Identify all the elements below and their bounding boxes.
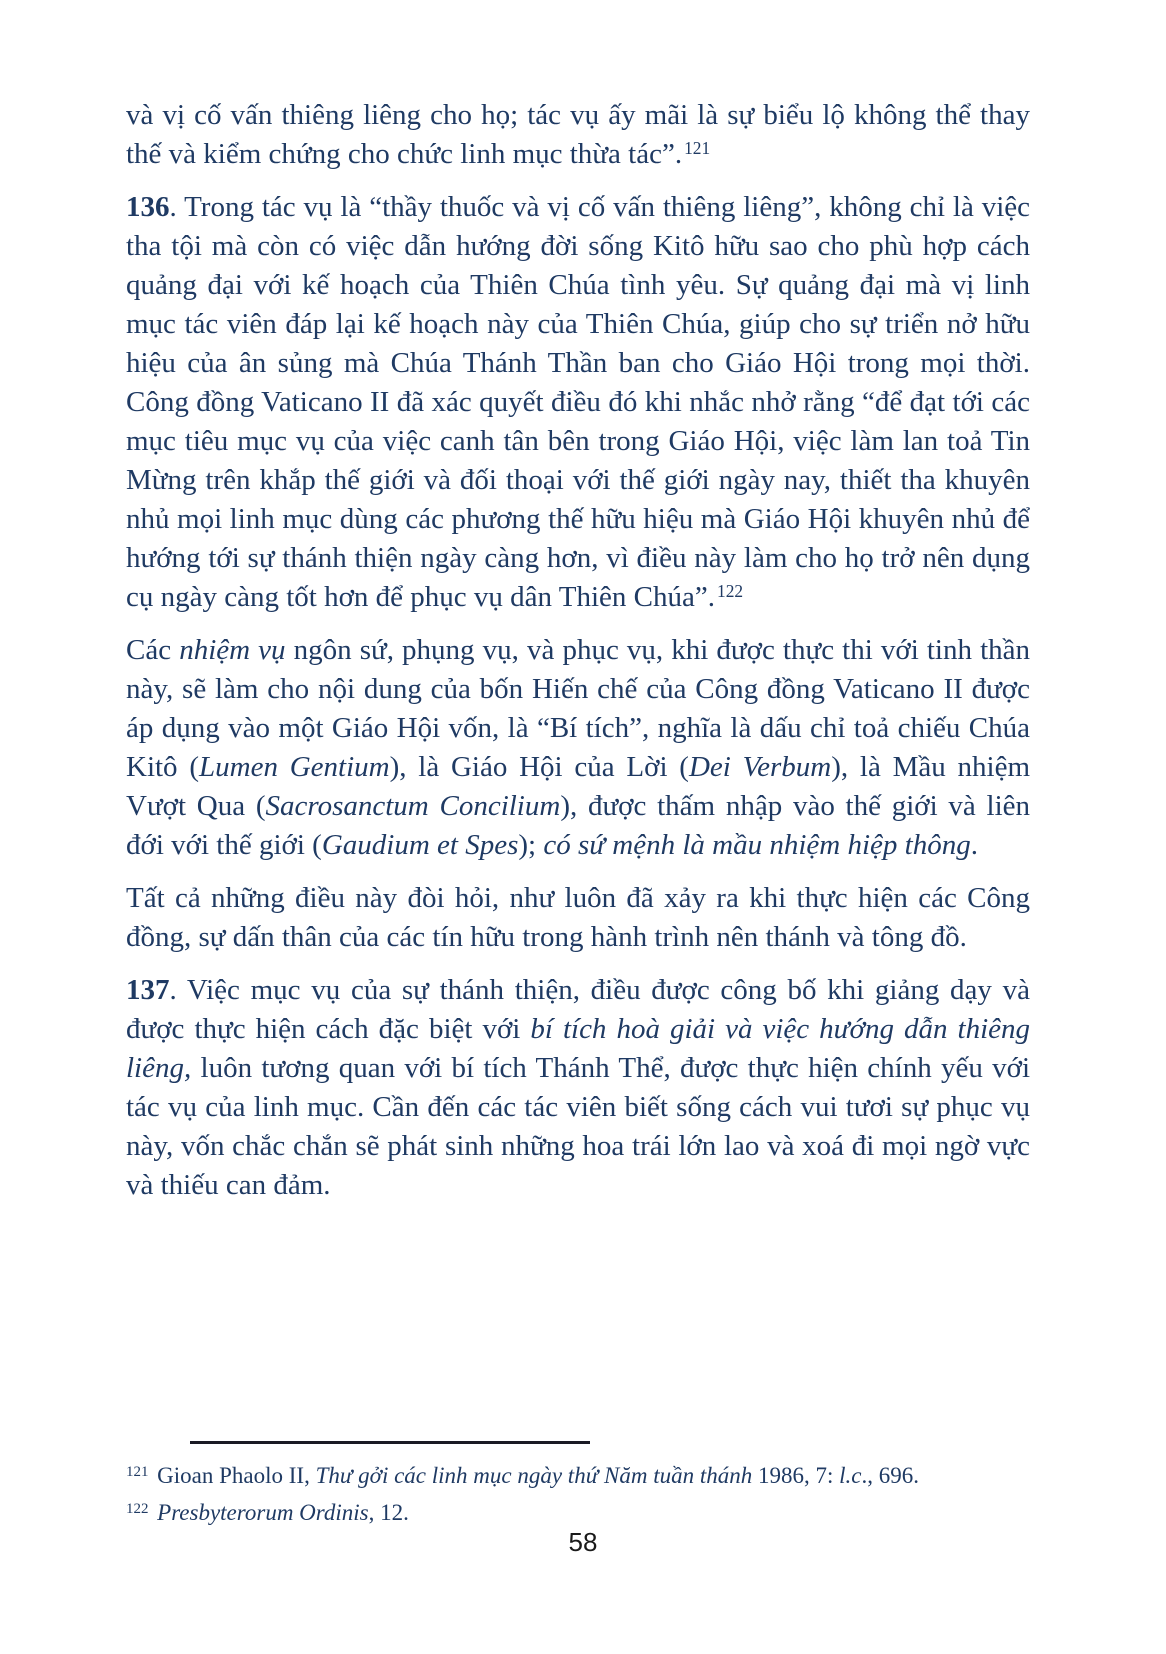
text-segment: ), được thấm nhập vào thế giới và liên đới với thế giới ( [126,790,1030,861]
text-segment: nhiệm vụ [179,634,286,666]
text-segment: ), là Giáo Hội của Lời ( [389,751,689,783]
text-segment: có sứ mệnh là mầu nhiệm hiệp thông [543,829,971,861]
footnote-reference: 122 [126,1501,149,1518]
footnote-reference: 121 [684,137,711,158]
paragraph-136 [126,188,1030,617]
footnote-122 [126,1494,1030,1531]
paragraph-tat-ca [126,879,1030,957]
footnote-area [126,1441,1030,1531]
text-segment: luôn tương quan với bí tích Thánh Thể, được thực hiện chính yếu với tác vụ của linh mục. Cần đến các tác viên biết sống cách vui tươi sự phục vụ này, vốn chắc chắn sẽ phát sinh những hoa trái lớn lao và xoá đi mọi ngờ vực và thiếu can đảm. [126,1052,1030,1201]
text-segment: ., 696. [861,1463,919,1488]
text-segment: Dei Verbum [688,751,832,783]
text-segment: , 12. [368,1500,409,1525]
text-segment: ngôn sứ, phụng vụ, và phục vụ, khi được thực thi với tinh thần này, sẽ làm cho nội dung của bốn Hiến chế của Công đồng Vaticano II được áp dụng vào một Giáo Hội vốn, là “Bí tích”, nghĩa là dấu chỉ toả chiếu Chúa Kitô ( [126,634,1030,783]
footnote-reference: 121 [126,1464,149,1481]
paragraph-137 [126,971,1030,1205]
text-segment: Tất cả những điều này đòi hỏi, như luôn đã xảy ra khi thực hiện các Công đồng, sự dấn thân của các tín hữu trong hành trình nên thánh và tông đồ. [126,882,1030,953]
text-segment: Presbyterorum Ordinis [157,1500,369,1525]
text-segment: . Trong tác vụ là “thầy thuốc và vị cố vấn thiêng liêng”, không chỉ là việc tha tội mà còn có việc dẫn hướng đời sống Kitô hữu sao cho phù hợp cách quảng đại với kế hoạch của Thiên Chúa tình yêu. Sự quảng đại mà vị linh mục tác viên đáp lại kế hoạch này của Thiên Chúa, giúp cho sự triển nở hữu hiệu của ân sủng mà Chúa Thánh Thần ban cho Giáo Hội trong mọi thời. Công đồng Vaticano II đã xác quyết điều đó khi nhắc nhở rằng “để đạt tới các mục tiêu mục vụ của việc canh tân bên trong Giáo Hội, việc làm lan toả Tin Mừng trên khắp thế giới và đối thoại với thế giới ngày nay, thiết tha khuyên nhủ mọi linh mục dùng các phương thế hữu hiệu mà Giáo Hội khuyên nhủ để hướng tới sự thánh thiện ngày càng hơn, vì điều này làm cho họ trở nên dụng cụ ngày càng tốt hơn để phục vụ dân Thiên Chúa”. [126,191,1030,613]
page-number: 58 [568,1527,598,1557]
text-segment: Lumen Gentium [199,751,390,783]
text-segment: 137 [126,974,170,1006]
text-segment: bí tích hoà giải và việc hướng dẫn thiêng liêng, [126,1013,1030,1084]
text-segment: . Việc mục vụ của sự thánh thiện, điều được công bố khi giảng dạy và được thực hiện cách đặc biệt với [126,974,1030,1045]
text-segment: Thư gởi các linh mục ngày thứ Năm tuần thánh [315,1463,753,1488]
text-segment: ); [518,829,544,861]
text-segment: Gaudium et Spes [321,829,519,861]
footnote-121 [126,1457,1030,1494]
text-segment: l.c [839,1463,862,1488]
text-segment: Các [126,634,180,666]
text-segment: Sacrosanctum Concilium [265,790,561,822]
text-segment: Gioan Phaolo II, [151,1463,316,1488]
footnote-separator [190,1441,590,1444]
footnote-reference: 122 [717,580,744,601]
paragraph-continuation [126,96,1030,174]
text-segment: . [970,829,978,861]
paragraph-nhiem-vu [126,631,1030,865]
text-segment: 1986, 7: [752,1463,840,1488]
text-segment: 136 [126,191,170,223]
page-body [126,96,1030,1219]
text-segment: ), là Mầu nhiệm Vượt Qua ( [126,751,1030,822]
text-segment: và vị cố vấn thiêng liêng cho họ; tác vụ ấy mãi là sự biểu lộ không thể thay thế và kiểm chứng cho chức linh mục thừa tác”. [126,99,1030,170]
